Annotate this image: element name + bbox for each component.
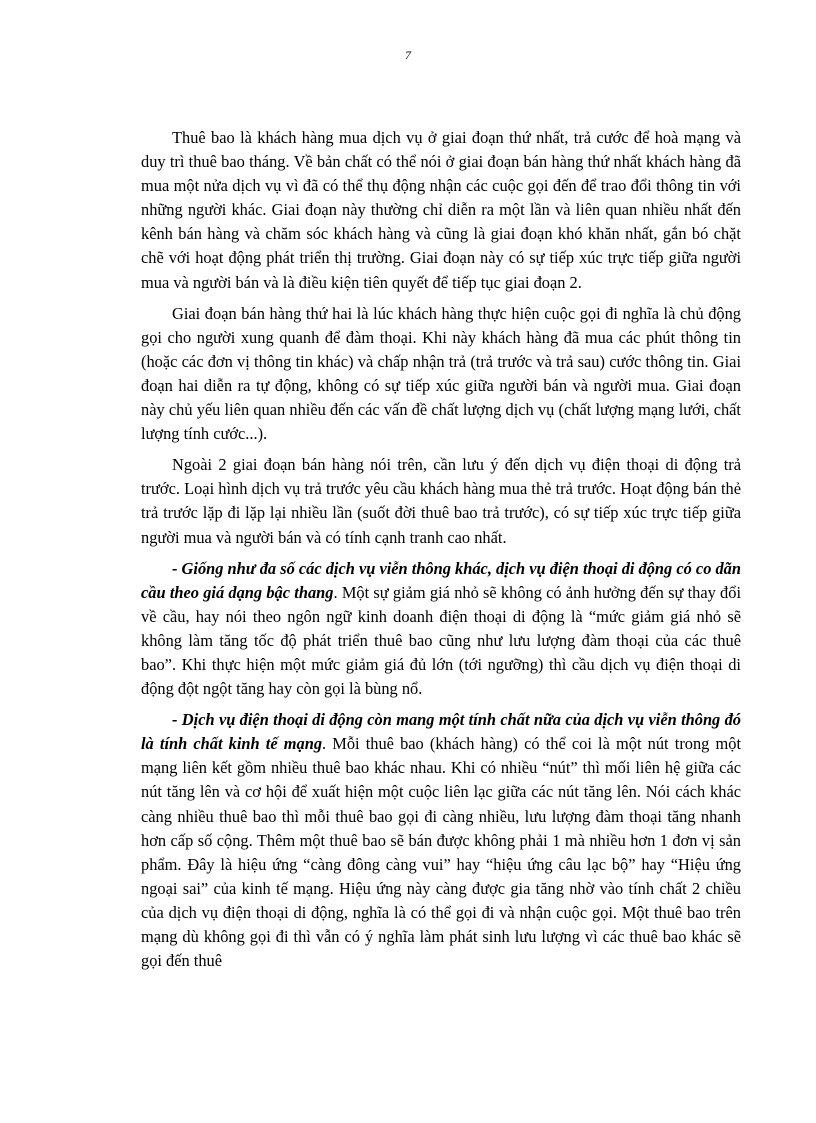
- paragraph-stage-two: Giai đoạn bán hàng thứ hai là lúc khách hàng thực hiện cuộc gọi đi nghĩa là chủ động gọi cho người xung quanh để đàm thoại. Khi này khách hàng đã mua các phút thông tin (hoặc các đơn vị thông tin khác) và chấp nhận trả (trả trước và trả sau) cước thông tin. Giai đoạn hai diễn ra tự động, không có sự tiếp xúc giữa người bán và người mua. Giai đoạn này chủ yếu liên quan nhiều đến các vấn đề chất lượng dịch vụ (chất lượng mạng lưới, chất lượng tính cước...).: [141, 303, 741, 444]
- emphasis-demand-elasticity: - Giống như đa số các dịch vụ viễn thông khác, dịch vụ điện thoại di động có co dãn cầu theo giá dạng bậc thang: [141, 558, 741, 602]
- paragraph-network-economics: [141, 708, 741, 973]
- document-body: [141, 126, 741, 980]
- paragraph-prepaid: Ngoài 2 giai đoạn bán hàng nói trên, cần lưu ý đến dịch vụ điện thoại di động trả trước. Loại hình dịch vụ trả trước yêu cầu khách hàng mua thẻ trả trước. Hoạt động bán thẻ trả trước lặp đi lặp lại nhiều lần (suốt đời thuê bao trả trước), có sự tiếp xúc trực tiếp giữa người mua và người bán và có tính cạnh tranh cao nhất.: [141, 455, 741, 547]
- paragraph-network-economics-text: . Mỗi thuê bao (khách hàng) có thể coi là một nút trong một mạng liên kết gồm nhiều thuê bao khác nhau. Khi có nhiều “nút” thì mối liên hệ giữa các nút tăng lên và cơ hội để xuất hiện một cuộc liên lạc giữa các nút tăng lên. Nói cách khác càng nhiều thuê bao thì mỗi thuê bao gọi đi càng nhiều, lưu lượng đàm thoại tăng nhanh hơn cấp số cộng. Thêm một thuê bao sẽ bán được không phải 1 mà nhiều hơn 1 đơn vị sản phẩm. Đây là hiệu ứng “càng đông càng vui” hay “hiệu ứng câu lạc bộ” hay “Hiệu ứng ngoại sai” của kinh tế mạng. Hiệu ứng này càng được gia tăng nhờ vào tính chất 2 chiều của dịch vụ điện thoại di động, nghĩa là có thể gọi đi và nhận cuộc gọi. Một thuê bao trên mạng dù không gọi đi thì vẫn có ý nghĩa làm phát sinh lưu lượng vì các thuê bao khác sẽ gọi đến thuê: [141, 734, 741, 971]
- paragraph-subscriber-stage-one: Thuê bao là khách hàng mua dịch vụ ở giai đoạn thứ nhất, trả cước để hoà mạng và duy trì thuê bao tháng. Về bản chất có thể nói ở giai đoạn bán hàng thứ nhất khách hàng đã mua một nửa dịch vụ vì đã có thể thụ động nhận các cuộc gọi đến để trao đổi thông tin với những người khác. Giai đoạn này thường chỉ diễn ra một lần và liên quan nhiều nhất đến kênh bán hàng và chăm sóc khách hàng và cũng là giai đoạn khó khăn nhất, gắn bó chặt chẽ với hoạt động phát triển thị trường. Giai đoạn này có sự tiếp xúc trực tiếp giữa người mua và người bán và là điều kiện tiên quyết để tiếp tục giai đoạn 2.: [141, 128, 741, 292]
- paragraph-demand-elasticity: [141, 557, 741, 702]
- page-number: 7: [405, 48, 411, 62]
- paragraph-demand-elasticity-text: . Một sự giảm giá nhỏ sẽ không có ảnh hưởng đến sự thay đổi về cầu, hay nói theo ngôn ngữ kinh doanh điện thoại di động là “mức giảm giá nhỏ sẽ không làm tăng tốc độ phát triển thuê bao cũng như lưu lượng đàm thoại của các thuê bao”. Khi thực hiện một mức giảm giá đủ lớn (tới ngưỡng) thì cầu dịch vụ điện thoại di động đột ngột tăng hay còn gọi là bùng nổ.: [141, 582, 742, 699]
- emphasis-network-economics: - Dịch vụ điện thoại di động còn mang một tính chất nữa của dịch vụ viễn thông đó là tính chất kinh tế mạng: [141, 710, 741, 754]
